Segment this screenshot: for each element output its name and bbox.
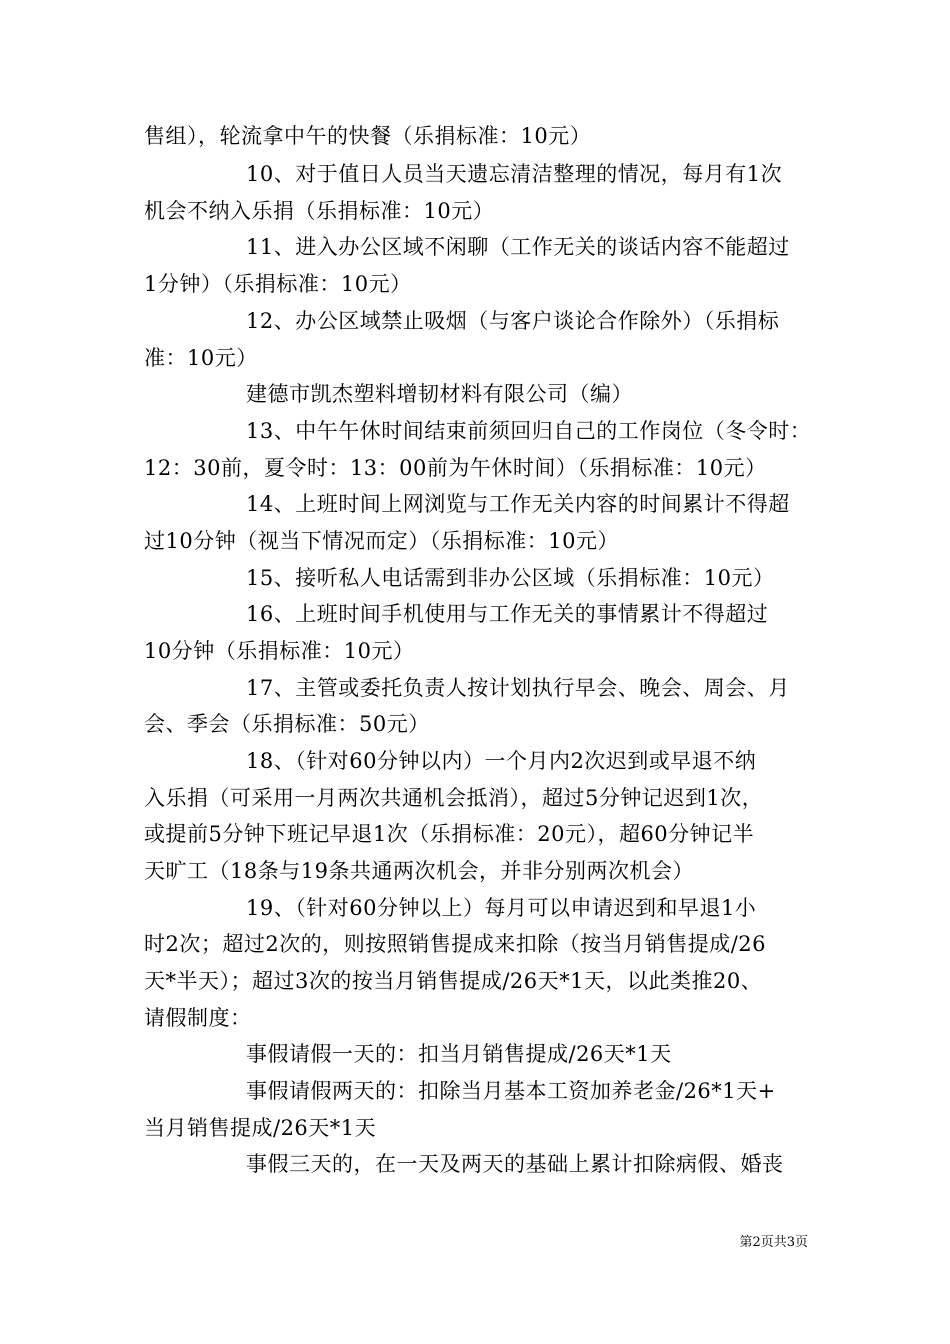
text-line: 天*半天）；超过3次的按当月销售提成/26天*1天，以此类推20、 <box>144 969 763 993</box>
text-line: 售组），轮流拿中午的快餐（乐捐标准：10元） <box>144 124 592 148</box>
text-line: 当月销售提成/26天*1天 <box>144 1116 377 1140</box>
text-line: 入乐捐（可采用一月两次共通机会抵消），超过5分钟记迟到1次， <box>144 786 764 810</box>
text-line: 1分钟）（乐捐标准：10元） <box>144 272 412 296</box>
company-name-line: 建德市凯杰塑料增韧材料有限公司（编） <box>246 382 633 406</box>
text-line: 12、办公区域禁止吸烟（与客户谈论合作除外）（乐捐标 <box>246 309 780 333</box>
text-line: 16、上班时间手机使用与工作无关的事情累计不得超过 <box>246 602 769 626</box>
text-line: 13、中午午休时间结束前须回归自己的工作岗位（冬令时： <box>246 419 812 443</box>
text-line: 11、进入办公区域不闲聊（工作无关的谈话内容不能超过 <box>246 235 790 259</box>
text-line: 会、季会（乐捐标准：50元） <box>144 712 430 736</box>
text-line: 天旷工（18条与19条共通两次机会，并非分别两次机会） <box>144 859 694 883</box>
text-line: 请假制度： <box>144 1006 252 1030</box>
text-line: 17、主管或委托负责人按计划执行早会、晚会、周会、月 <box>246 676 790 700</box>
text-line: 事假三天的，在一天及两天的基础上累计扣除病假、婚丧 <box>246 1152 784 1176</box>
text-line: 19、（针对60分钟以上）每月可以申请迟到和早退1小 <box>246 896 757 920</box>
text-line: 过10分钟（视当下情况而定）（乐捐标准：10元） <box>144 529 619 553</box>
page-number-footer: 第2页共3页 <box>739 1235 808 1250</box>
text-line: 12：30前，夏令时：13：00前为午休时间）（乐捐标准：10元） <box>144 456 767 480</box>
text-line: 事假请假一天的：扣当月销售提成/26天*1天 <box>246 1042 672 1066</box>
text-line: 时2次；超过2次的，则按照销售提成来扣除（按当月销售提成/26 <box>144 932 767 956</box>
text-line: 准：10元） <box>144 346 258 370</box>
text-line: 14、上班时间上网浏览与工作无关内容的时间累计不得超 <box>246 492 790 516</box>
text-line: 10分钟（乐捐标准：10元） <box>144 639 415 663</box>
text-line: 机会不纳入乐捐（乐捐标准：10元） <box>144 199 495 223</box>
text-line: 18、（针对60分钟以内）一个月内2次迟到或早退不纳 <box>246 749 757 773</box>
text-line: 事假请假两天的：扣除当月基本工资加养老金/26*1天+ <box>246 1079 776 1103</box>
text-line: 或提前5分钟下班记早退1次（乐捐标准：20元），超60分钟记半 <box>144 822 755 846</box>
text-line: 15、接听私人电话需到非办公区域（乐捐标准：10元） <box>246 566 775 590</box>
text-line: 10、对于值日人员当天遗忘清洁整理的情况，每月有1次 <box>246 162 783 186</box>
